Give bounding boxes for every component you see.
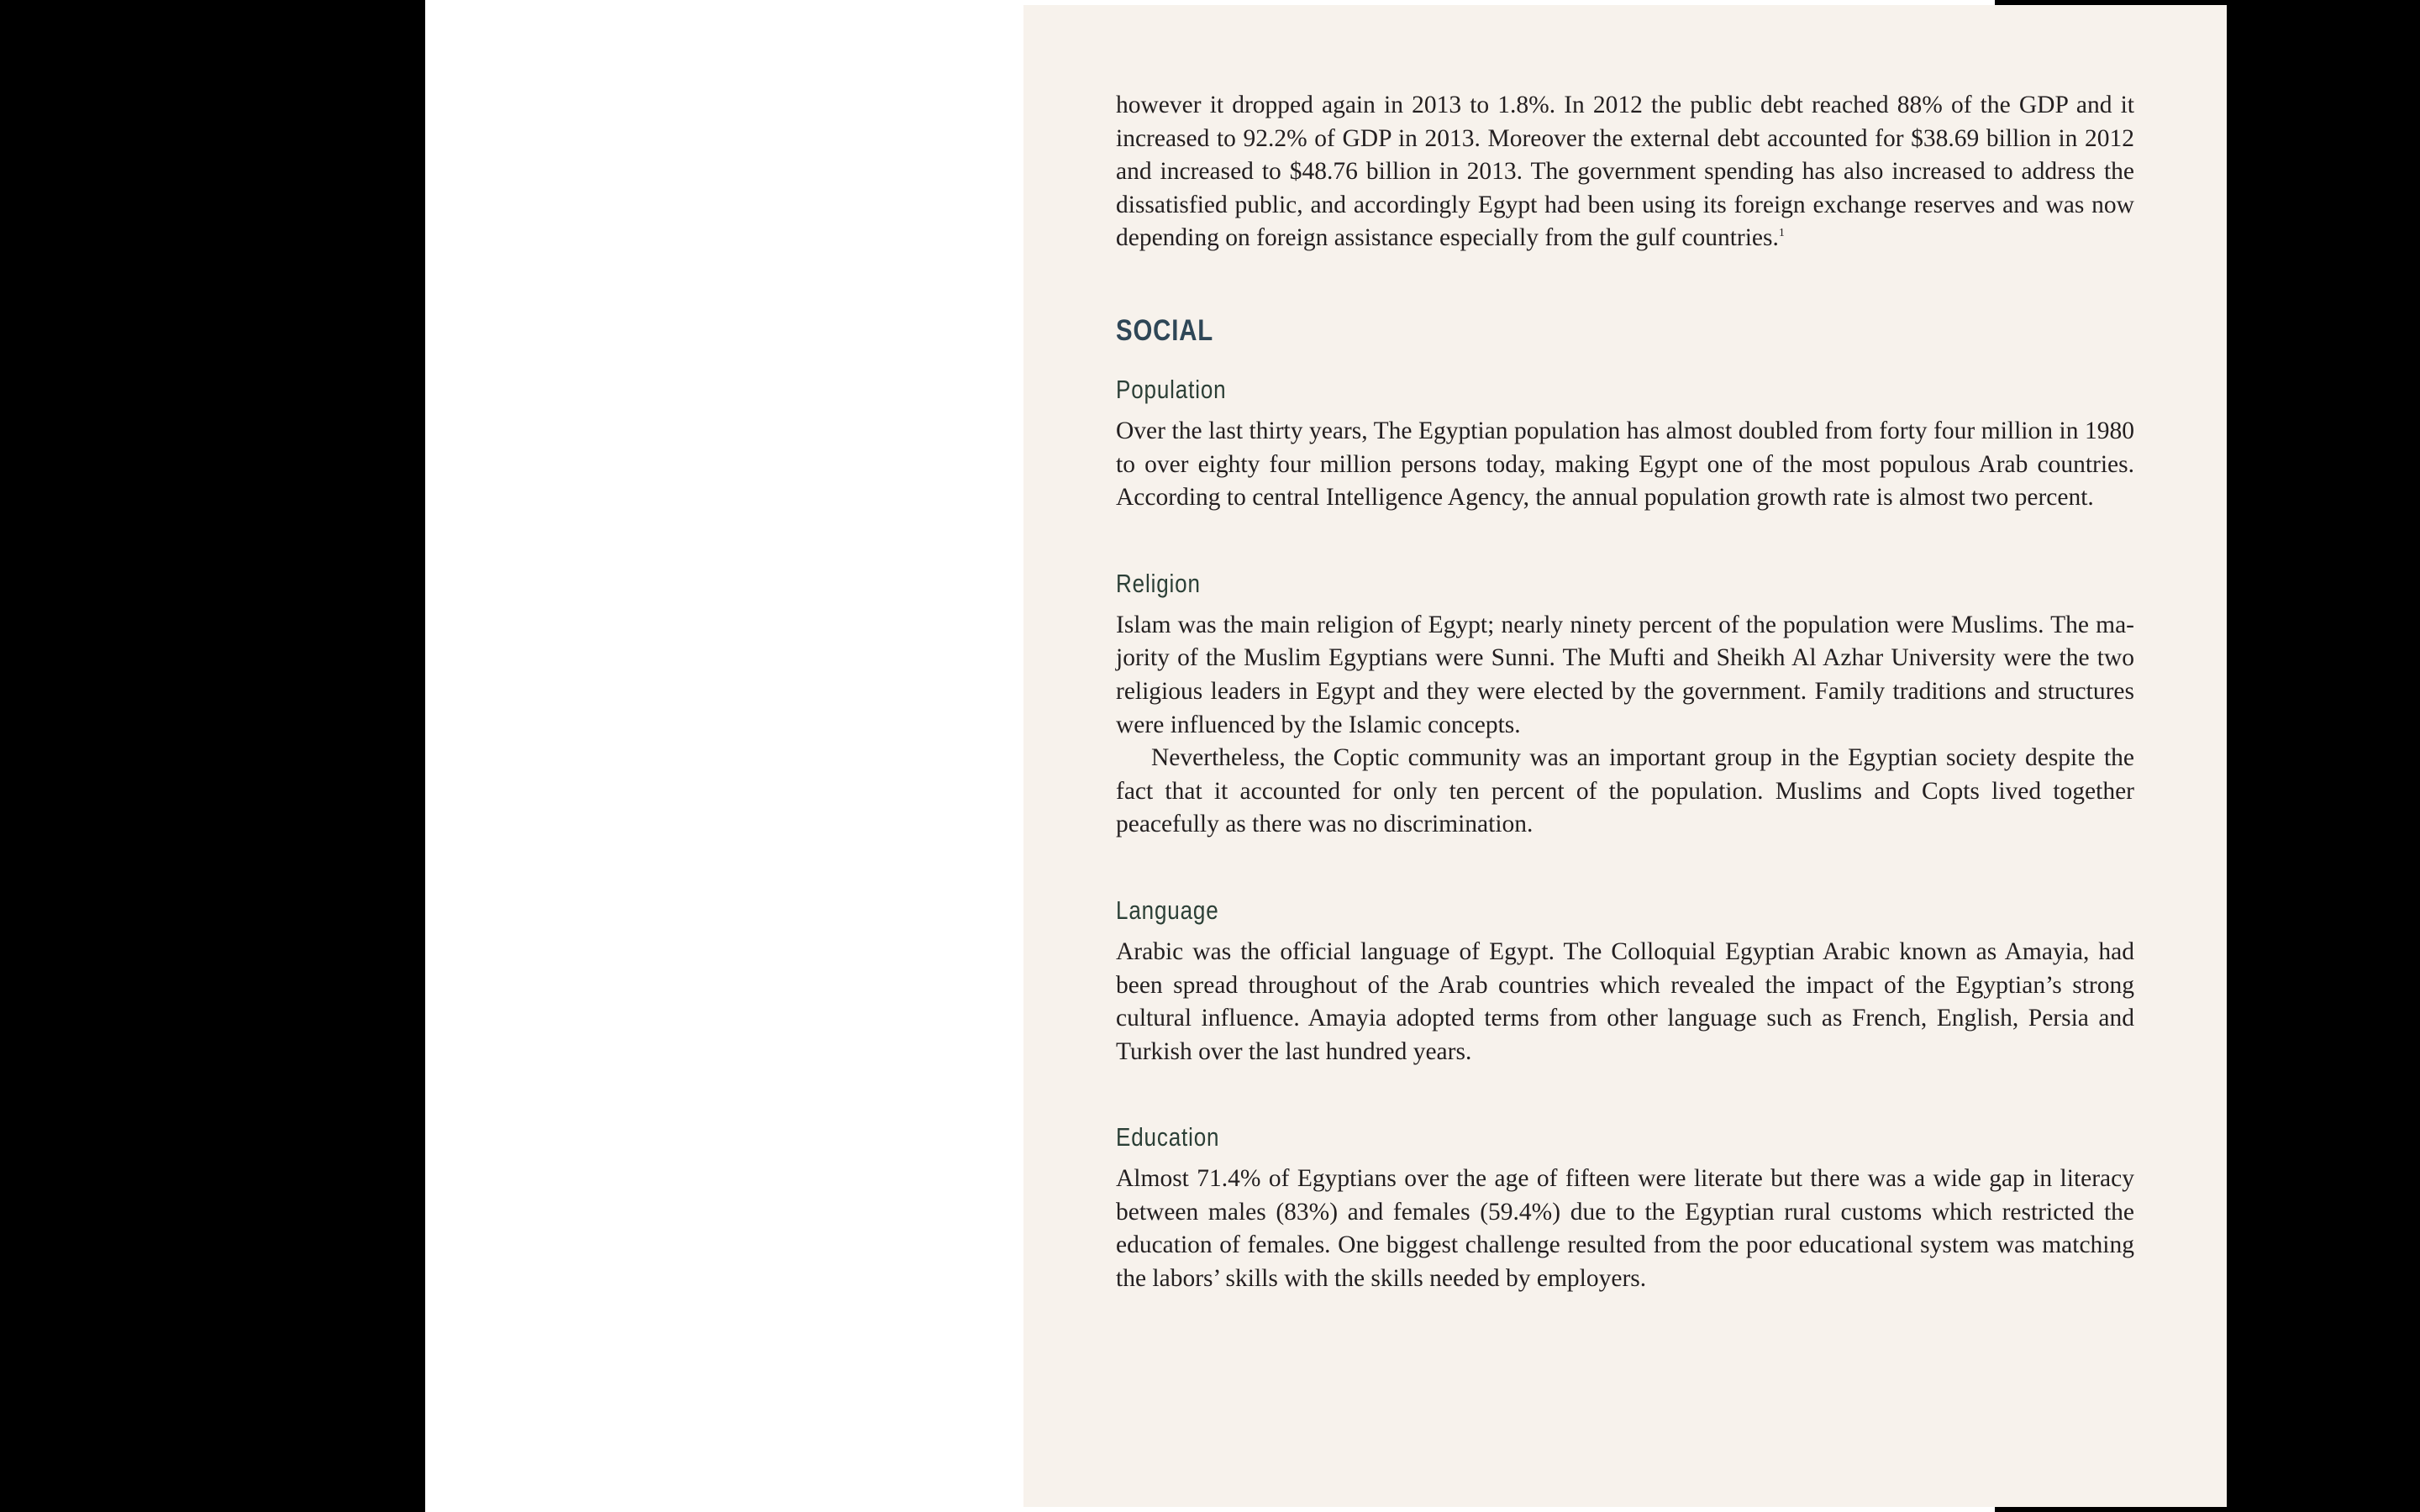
population-paragraph: Over the last thirty years, The Egyptian population has almost doubled from forty four million in 1980 to over eighty four million persons today, making Egypt one of the most populous Arab countries. According to central Intelligence Agency, the annual population growth rate is almost two percent. bbox=[1116, 417, 2134, 512]
religion-paragraph-1: Islam was the main religion of Egypt; nearly ninety percent of the population were Muslims. The majority of the Muslim Egyptians were Sunni. The Mufti and Sheikh Al Azhar University were the two religious leaders in Egypt and they were elected by the government. Family traditions and structures were influenced by the Islamic concepts. bbox=[1116, 611, 2134, 738]
heading-education: Education bbox=[1116, 1122, 1220, 1152]
footnote-reference: 1 bbox=[1778, 227, 1785, 240]
page-sheet bbox=[425, 0, 2134, 1512]
heading-population: Population bbox=[1116, 374, 1227, 404]
heading-language: Language bbox=[1116, 895, 1219, 925]
page bbox=[1023, 5, 2227, 1507]
intro-text: however it dropped again in 2013 to 1.8%. In 2012 the public debt reached 88% of the GDP and it increased to 92.2% of GDP in 2013. Moreover the external debt accounted for $38.69 billion in 2012 and increased to $48.76 billion in 2013. The government spending has also increased to address the dissatisfied public, and accordingly Egypt had been using its foreign exchange reserves and was now depending on foreign assistance especially from the gulf countries. bbox=[1116, 92, 2134, 252]
language-paragraph: Arabic was the official language of Egypt. The Colloquial Egyptian Arabic known as Amayia, had been spread throughout of the Arab countries which revealed the impact of the Egyptian’s strong cultural influence. Amayia adopted terms from other language such as French, English, Persia and Turkish over the last hundred years. bbox=[1116, 937, 2134, 1065]
page-content bbox=[1116, 89, 2134, 1296]
section-title-social: SOCIAL bbox=[1116, 313, 1214, 347]
education-paragraph: Almost 71.4% of Egyptians over the age of fifteen were literate but there was a wide gap in literacy between males (83%) and females (59.4%) due to the Egyptian rural customs which restricted the education of females. One biggest challenge resulted from the poor educational system was matching the labors’ skills with the skills needed by employers. bbox=[1116, 1165, 2134, 1293]
heading-religion: Religion bbox=[1116, 568, 1201, 598]
intro-paragraph bbox=[1116, 89, 2134, 255]
religion-paragraph-2: Nevertheless, the Coptic community was an important group in the Egyptian society despite the fact that it accounted for only ten percent of the population. Muslims and Copts lived together peacefully as there was no discrimination. bbox=[1116, 744, 2134, 838]
